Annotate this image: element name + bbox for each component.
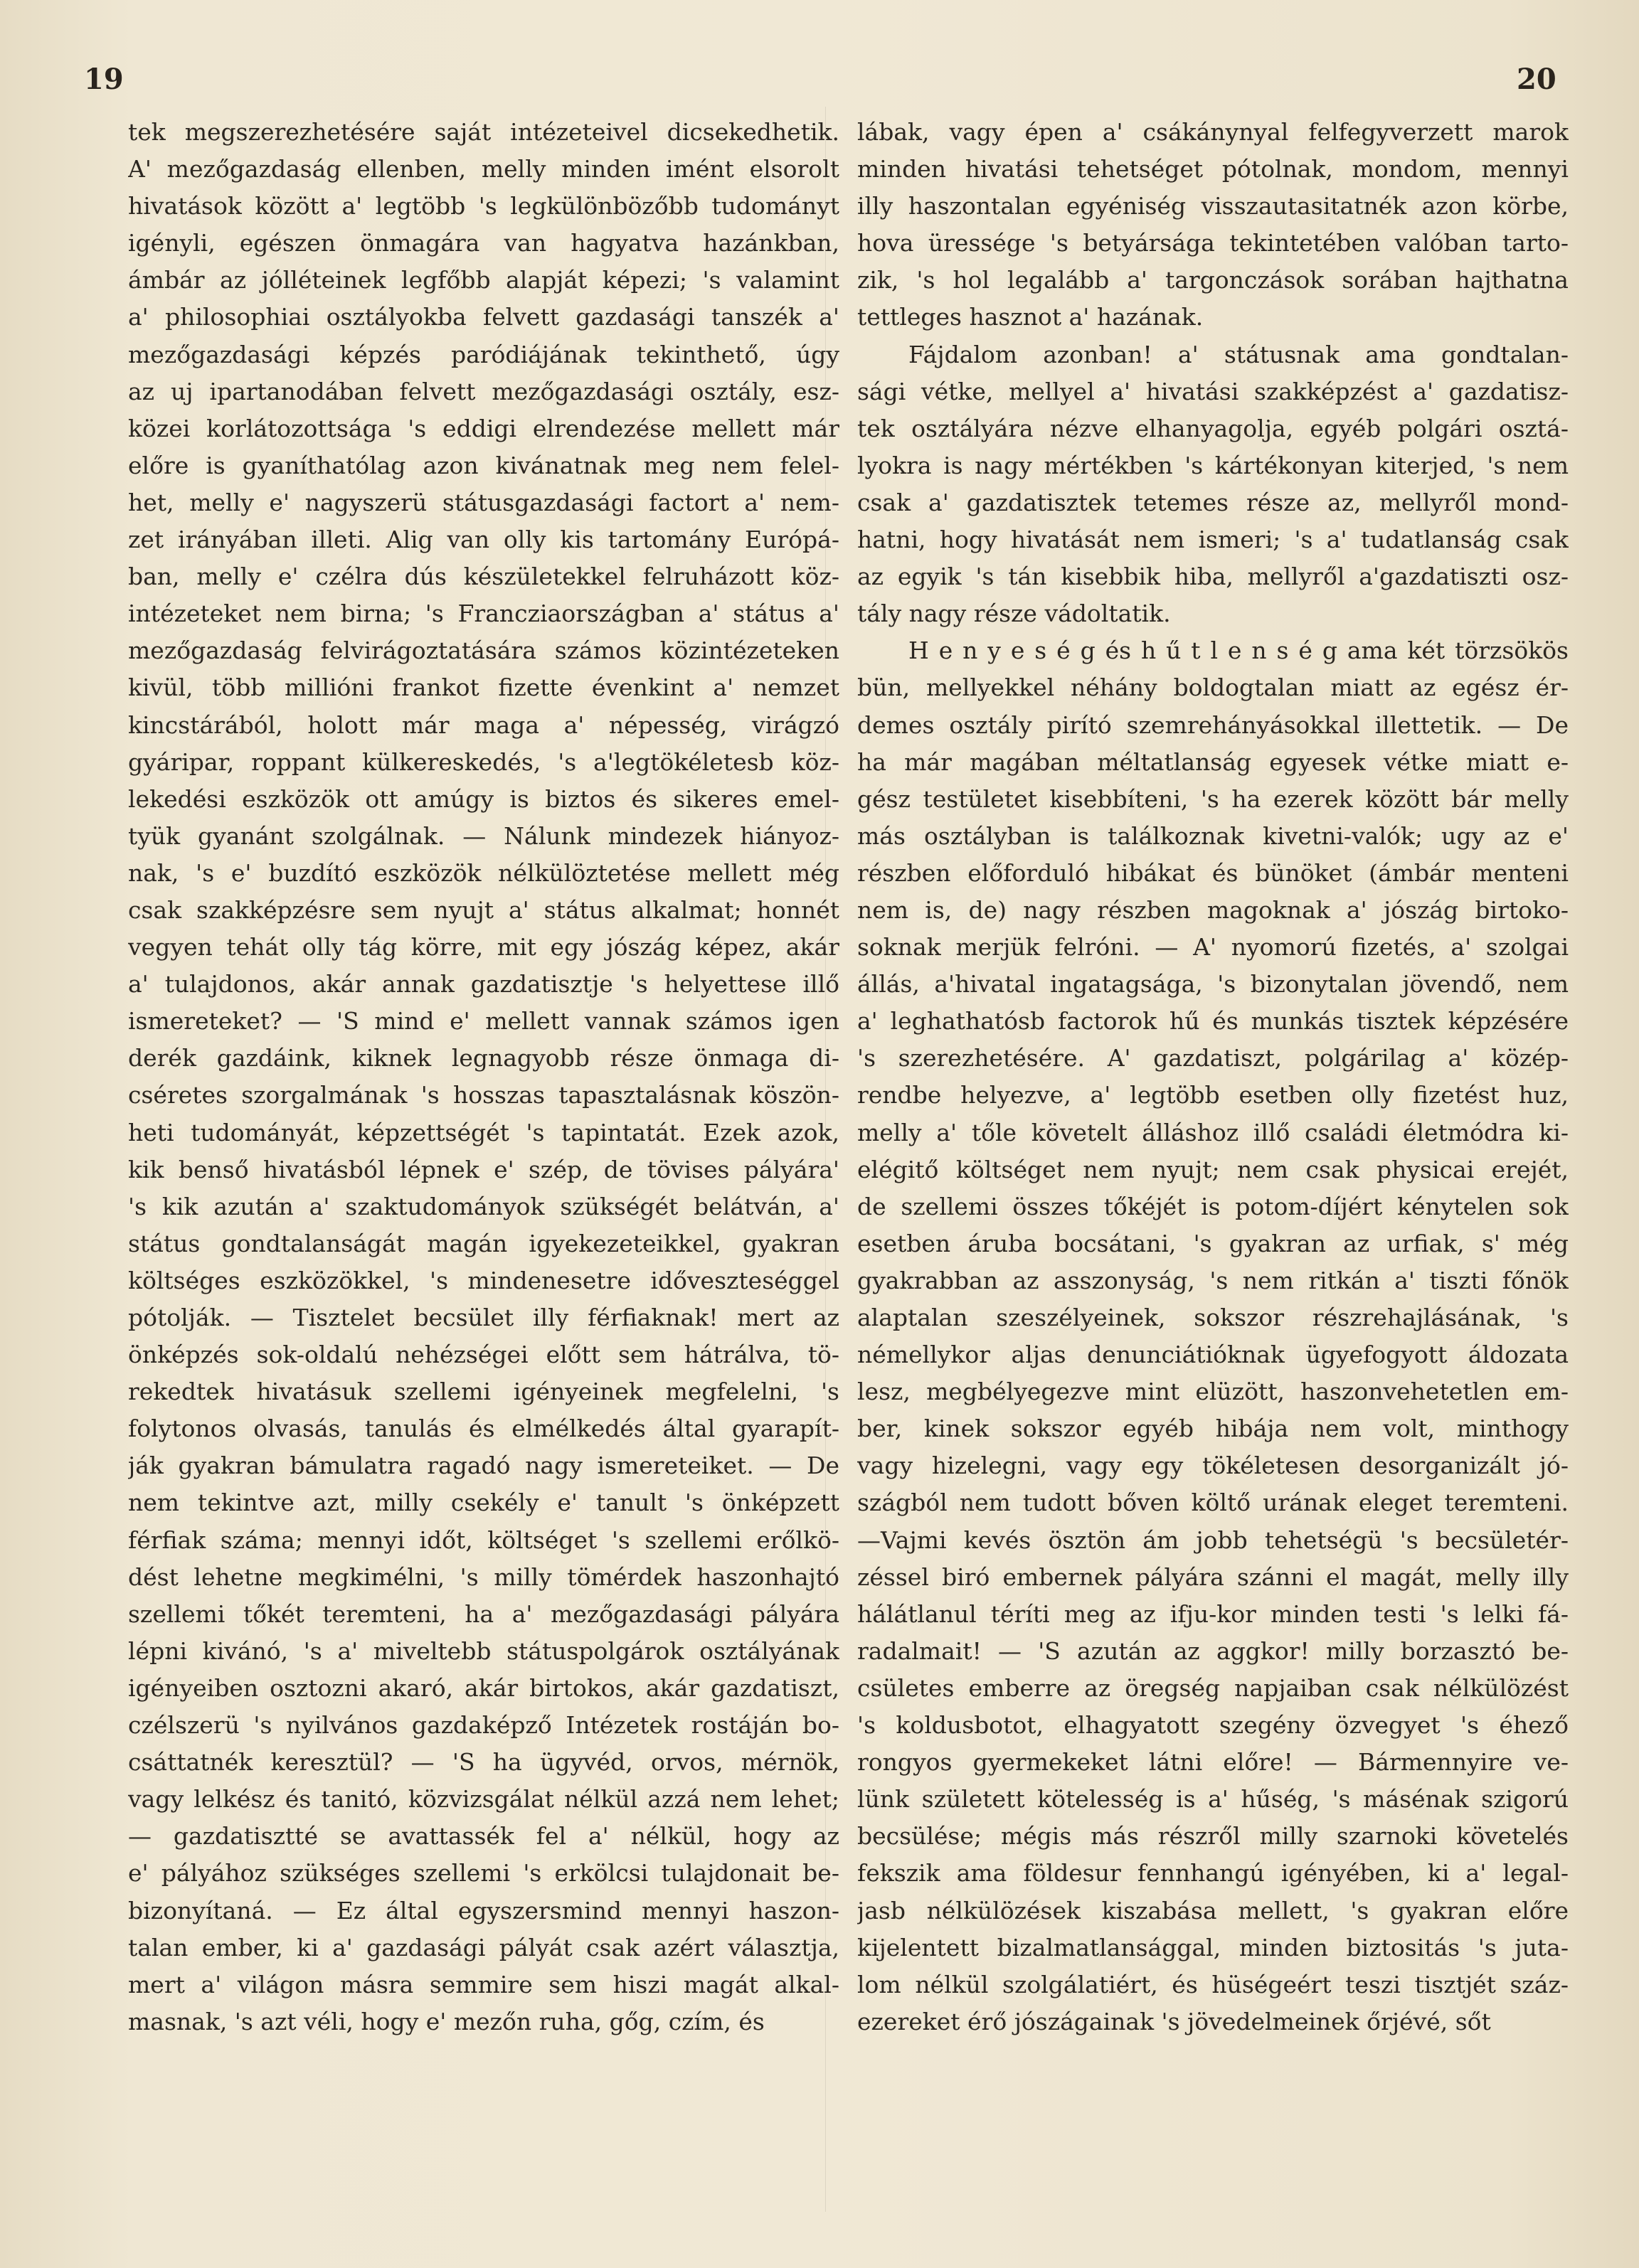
left-text-line: pótolják. — Tisztelet becsület illy férfiaknak! mert az [128,1304,839,1331]
column-gutter [825,107,826,2212]
left-text-line: a' philosophiai osztályokba felvett gazdasági tanszék a' [128,303,839,331]
right-text-line: esetben áruba bocsátani, 's gyakran az urfiak, s' még [857,1229,1569,1257]
left-text-line: a' tulajdonos, akár annak gazdatisztje 's helyettese illő [128,970,839,999]
page-number-left: 19 [84,63,124,96]
left-text-line: mert a' világon másra semmire sem hiszi magát alkal- [128,1970,839,1998]
right-text-line: fekszik ama földesur fennhangú igényében, ki a' legal- [857,1859,1569,1888]
right-text-line: tek osztályára nézve elhanyagolja, egyéb polgári osztá- [857,414,1569,442]
left-text-line: az uj ipartanodában felvett mezőgazdasági osztály, esz- [128,377,839,405]
left-text-line: intézeteket nem birna; 's Francziaországban a' státus a' [128,600,839,628]
left-text-line: heti tudományát, képzettségét 's tapintatát. Ezek azok, [128,1118,839,1146]
left-text-line: het, melly e' nagyszerü státusgazdasági factort a' nem- [128,488,839,516]
left-text-line: tek megszerezhetésére saját intézeteivel dicsekedhetik. [128,118,839,146]
left-text-line: A' mezőgazdaság ellenben, melly minden imént elsorolt [128,155,839,183]
left-column-text [128,114,839,2040]
right-text-line: rendbe helyezve, a' legtöbb esetben olly fizetést huz, [857,1081,1569,1109]
right-text-line: ha már magában méltatlanság egyesek vétke miatt e- [857,747,1569,776]
right-text-line: de szellemi összes tőkéjét is potom-díjért kénytelen sok [857,1192,1569,1220]
right-text-line: hova üressége 's betyársága tekintetében valóban tarto- [857,229,1569,257]
left-text-line: közei korlátozottsága 's eddigi elrendezése mellett már [128,414,839,442]
right-text-line: 's koldusbotot, elhagyatott szegény özvegyet 's éhező [857,1711,1569,1740]
right-text-line: tettleges hasznot a' hazának. [857,303,1204,331]
left-text-line: férfiak száma; mennyi időt, költséget 's szellemi erőlkö- [128,1526,839,1554]
right-text-line: minden hivatási tehetséget pótolnak, mondom, mennyi [857,155,1569,183]
left-text-line: kincstárából, holott már maga a' népesség, virágzó [128,710,839,739]
left-text-line: csak szakképzésre sem nyujt a' státus alkalmat; honnét [128,895,839,924]
left-text-line: vegyen tehát olly tág körre, mit egy jószág képez, akár [128,933,839,962]
right-text-line: —Vajmi kevés ösztön ám jobb tehetségü 's becsületér- [857,1526,1569,1554]
left-text-line: csáttatnék keresztül? — 'S ha ügyvéd, orvos, mérnök, [128,1748,839,1777]
left-text-line: — gazdatisztté se avattassék fel a' nélkül, hogy az [128,1822,839,1851]
right-text-line: melly a' tőle követelt álláshoz illő családi életmódra ki- [857,1118,1569,1146]
right-text-line: hatni, hogy hivatását nem ismeri; 's a' tudatlanság csak [857,526,1569,554]
left-text-line: tyük gyanánt szolgálnak. — Nálunk mindezek hiányoz- [128,821,839,850]
left-text-line: zet irányában illeti. Alig van olly kis tartomány Európá- [128,526,839,554]
left-text-line: bizonyítaná. — Ez által egyszersmind mennyi haszon- [128,1896,839,1924]
left-text-line: előre is gyaníthatólag azon kivánatnak meg nem felel- [128,451,839,479]
right-text-line: radalmait! — 'S azután az aggkor! milly borzasztó be- [857,1636,1569,1665]
right-text-line: lábak, vagy épen a' csákánynyal felfegyverzett marok [857,118,1569,146]
right-text-line: lesz, megbélyegezve mint elüzött, haszonvehetetlen em- [857,1378,1569,1406]
right-text-line: csak a' gazdatisztek tetemes része az, mellyről mond- [857,488,1569,516]
right-text-line: nem is, de) nagy részben magoknak a' jószág birtoko- [857,895,1569,924]
right-text-line: ber, kinek sokszor egyéb hibája nem volt, minthogy [857,1415,1569,1443]
right-text-line: szágból nem tudott bőven költő urának eleget teremteni. [857,1489,1569,1517]
left-text-line: nak, 's e' buzdító eszközök nélkülöztetése mellett még [128,858,839,887]
left-text-line: lekedési eszközök ott amúgy is biztos és sikeres emel- [128,784,839,813]
left-text-line: lépni kivánó, 's a' miveltebb státuspolgárok osztályának [128,1636,839,1665]
right-text-line: állás, a'hivatal ingatagsága, 's bizonytalan jövendő, nem [857,970,1569,999]
left-text-line: vagy lelkész és tanitó, közvizsgálat nélkül azzá nem lehet; [128,1785,839,1814]
left-text-line: ják gyakran bámulatra ragadó nagy ismereteiket. — De [128,1452,839,1480]
left-text-line: talan ember, ki a' gazdasági pályát csak azért választja, [128,1933,839,1961]
left-text-line: 's kik azután a' szaktudományok szükségét belátván, a' [128,1192,839,1220]
right-text-line: a' leghathatósb factorok hű és munkás tisztek képzésére [857,1007,1569,1035]
left-text-line: státus gondtalanságát magán igyekezeteikkel, gyakran [128,1229,839,1257]
left-text-line: nem tekintve azt, milly csekély e' tanult 's önképzett [128,1489,839,1517]
right-text-line: hálátlanul téríti meg az ifju-kor minden testi 's lelki fá- [857,1599,1569,1628]
left-text-line: ismereteket? — 'S mind e' mellett vannak számos igen [128,1007,839,1035]
left-text-line: masnak, 's azt véli, hogy e' mezőn ruha, gőg, czím, és [128,2007,765,2035]
right-text-line: gyakrabban az asszonyság, 's nem ritkán a' tiszti főnök [857,1266,1569,1294]
right-text-line: csületes emberre az öregség napjaiban csak nélkülözést [857,1673,1569,1702]
right-text-line: részben előforduló hibákat és bünöket (ámbár menteni [857,858,1569,887]
right-text-line: 's szerezhetésére. A' gazdatiszt, polgárilag a' közép- [857,1044,1569,1072]
left-text-line: önképzés sok-oldalú nehézségei előtt sem hátrálva, tö- [128,1341,839,1369]
right-text-line: becsülése; mégis más részről milly szarnoki követelés [857,1822,1569,1851]
left-text-line: kivül, több millióni frankot fizette évenkint a' nemzet [128,674,839,702]
right-text-line: vagy hizelegni, vagy egy tökéletesen desorganizált jó- [857,1452,1569,1480]
left-text-line: kik benső hivatásból lépnek e' szép, de tövises pályára' [128,1155,839,1183]
right-text-line: ezereket érő jószágainak 's jövedelmeinek őrjévé, sőt [857,2007,1491,2035]
right-text-line: más osztályban is találkoznak kivetni-valók; ugy az e' [857,821,1569,850]
left-text-line: mezőgazdaság felvirágoztatására számos közintézeteken [128,637,839,665]
left-text-line: igényli, egészen önmagára van hagyatva hazánkban, [128,229,839,257]
right-text-line: zik, 's hol legalább a' targonczások sorában hajthatna [857,266,1569,294]
right-text-line: jasb nélkülözések kiszabása mellett, 's gyakran előre [857,1896,1569,1924]
left-text-line: ban, melly e' czélra dús készületekkel felruházott köz- [128,563,839,591]
right-text-line: zéssel biró embernek pályára szánni el magát, melly illy [857,1562,1569,1591]
right-text-line: lünk született kötelesség is a' hűség, 's másénak szigorú [857,1785,1569,1814]
right-text-line: bün, mellyekkel néhány boldogtalan miatt az egész ér- [857,674,1569,702]
right-text-line: lyokra is nagy mértékben 's kártékonyan kiterjed, 's nem [857,451,1569,479]
right-text-line: alaptalan szeszélyeinek, sokszor részrehajlásának, 's [857,1304,1569,1331]
right-text-line: kijelentett bizalmatlansággal, minden biztositás 's juta- [857,1933,1569,1961]
right-text-line: tály nagy része vádoltatik. [857,600,1171,628]
left-text-line: derék gazdáink, kiknek legnagyobb része önmaga di- [128,1044,839,1072]
right-text-line: elégitő költséget nem nyujt; nem csak physicai erejét, [857,1155,1569,1183]
left-text-line: gyáripar, roppant külkereskedés, 's a'legtökéletesb köz- [128,747,839,776]
left-text-line: hivatások között a' legtöbb 's legkülönbözőbb tudományt [128,192,839,220]
left-text-line: ámbár az jólléteinek legfőbb alapját képezi; 's valamint [128,266,839,294]
right-text-line: sági vétke, mellyel a' hivatási szakképzést a' gazdatisz- [857,377,1569,405]
left-text-line: költséges eszközökkel, 's mindenesetre időveszteséggel [128,1266,839,1294]
right-text-line: soknak merjük felróni. — A' nyomorú fizetés, a' szolgai [857,933,1569,962]
left-text-line: folytonos olvasás, tanulás és elmélkedés által gyarapít- [128,1415,839,1443]
left-text-line: szellemi tőkét teremteni, ha a' mezőgazdasági pályára [128,1599,839,1628]
page-number-right: 20 [1517,63,1556,96]
right-text-line: az egyik 's tán kisebbik hiba, mellyről a'gazdatiszti osz- [857,563,1569,591]
right-text-line: lom nélkül szolgálatiért, és hüségeért teszi tisztjét száz- [857,1970,1569,1998]
left-text-line: cséretes szorgalmának 's hosszas tapasztalásnak köszön- [128,1081,839,1109]
right-text-line: rongyos gyermekeket látni előre! — Bármennyire ve- [857,1748,1569,1777]
right-text-line: demes osztály pirító szemrehányásokkal illettetik. — De [857,710,1569,739]
right-column-text [857,114,1569,2040]
left-text-line: czélszerü 's nyilvános gazdaképző Intézetek rostáján bo- [128,1711,839,1740]
left-text-line: rekedtek hivatásuk szellemi igényeinek megfelelni, 's [128,1378,839,1406]
left-text-line: mezőgazdasági képzés paródiájának tekinthető, úgy [128,340,839,368]
right-text-line: Fájdalom azonban! a' státusnak ama gondtalan- [908,340,1569,368]
right-text-line: illy haszontalan egyéniség visszautasitatnék azon körbe, [857,192,1569,220]
right-text-line: H e n y e s é g és h ű t l e n s é g ama két törzsökös [908,637,1569,665]
right-text-line: némellykor aljas denunciátióknak ügyefogyott áldozata [857,1341,1569,1369]
left-text-line: e' pályához szükséges szellemi 's erkölcsi tulajdonait be- [128,1859,839,1888]
left-text-line: igényeiben osztozni akaró, akár birtokos, akár gazdatiszt, [128,1673,839,1702]
left-text-line: dést lehetne megkimélni, 's milly tömérdek haszonhajtó [128,1562,839,1591]
right-text-line: gész testületet kisebbíteni, 's ha ezerek között bár melly [857,784,1569,813]
